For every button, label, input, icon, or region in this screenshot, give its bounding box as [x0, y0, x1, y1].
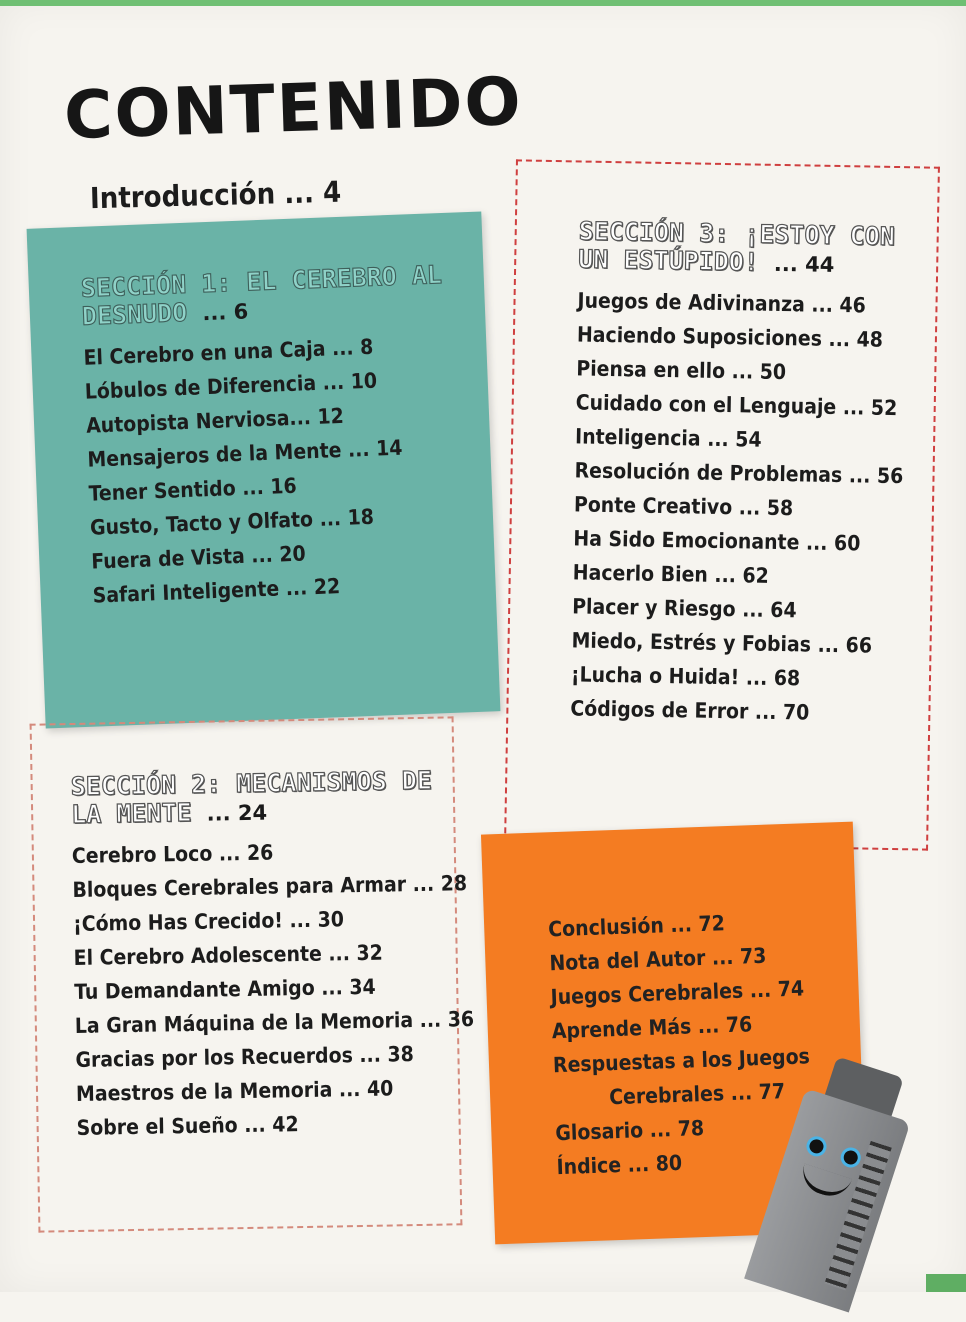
toc-item: Nota del Autor ... 73: [549, 943, 767, 976]
toc-item: Autopista Nerviosa... 12: [85, 403, 345, 438]
section-1-heading: [80, 260, 472, 331]
toc-item: Conclusión ... 72: [547, 911, 726, 942]
section-3-title: SECCIÓN 3: ¡ESTOY CON UN ESTÚPIDO!: [578, 216, 896, 277]
toc-item: Maestros de la Memoria ... 40: [75, 1076, 394, 1106]
toc-item: ¡Cómo Has Crecido! ... 30: [72, 907, 345, 937]
top-edge-strip: [0, 0, 966, 6]
toc-item: Ponte Creativo ... 58: [573, 492, 794, 521]
toc-item: El Cerebro en una Caja ... 8: [83, 334, 374, 370]
toc-item: Mensajeros de la Mente ... 14: [87, 435, 403, 472]
section-3-list: [570, 283, 928, 731]
section-1-page: ... 6: [201, 299, 249, 326]
toc-item: Fuera de Vista ... 20: [90, 541, 307, 574]
toc-item: Piensa en ello ... 50: [576, 356, 787, 385]
section-2-panel: [30, 716, 475, 1232]
toc-item: Bloques Cerebrales para Armar ... 28: [72, 871, 468, 903]
toc-item: Glosario ... 78: [555, 1116, 705, 1146]
bottom-corner-strip: [926, 1274, 966, 1292]
section-1-title: SECCIÓN 1: EL CEREBRO AL DESNUDO: [80, 260, 443, 331]
toc-item: Ha Sido Emocionante ... 60: [573, 526, 861, 556]
section-2-page: ... 24: [206, 800, 268, 826]
toc-item: Cuidado con el Lenguaje ... 52: [575, 390, 898, 421]
section-3-panel: [504, 159, 940, 850]
toc-item: La Gran Máquina de la Memoria ... 36: [74, 1007, 475, 1038]
toc-item: Cerebrales ... 77: [608, 1079, 786, 1110]
toc-item: Cerebro Loco ... 26: [71, 840, 274, 869]
toc-item: El Cerebro Adolescente ... 32: [73, 940, 383, 971]
toc-item: Lóbulos de Diferencia ... 10: [84, 368, 378, 404]
toc-item: Hacerlo Bien ... 62: [572, 560, 770, 588]
section-1-list: [83, 326, 483, 613]
toc-item: Miedo, Estrés y Fobias ... 66: [571, 628, 873, 658]
toc-item: Aprende Más ... 76: [551, 1012, 753, 1044]
toc-item: Tener Sentido ... 16: [88, 473, 298, 506]
toc-item: Safari Inteligente ... 22: [92, 574, 341, 608]
toc-item: Códigos de Error ... 70: [570, 696, 810, 725]
toc-intro: Introducción ... 4: [89, 174, 342, 216]
toc-item: Resolución de Problemas ... 56: [574, 458, 904, 489]
toc-item: ¡Lucha o Huida! ... 68: [570, 662, 801, 691]
toc-item: Juegos de Adivinanza ... 46: [577, 288, 867, 318]
toc-item: Sobre el Sueño ... 42: [76, 1112, 299, 1140]
toc-item: Inteligencia ... 54: [574, 424, 762, 452]
toc-item: Gracias por los Recuerdos ... 38: [75, 1042, 414, 1072]
section-2-list: [71, 832, 475, 1145]
toc-item: Juegos Cerebrales ... 74: [550, 976, 805, 1010]
toc-item: Haciendo Suposiciones ... 48: [576, 322, 884, 352]
toc-item: Gusto, Tacto y Olfato ... 18: [89, 504, 375, 540]
section-2-heading: [70, 766, 451, 829]
section-3-heading: [578, 217, 929, 279]
toc-item: Tu Demandante Amigo ... 34: [74, 974, 376, 1004]
page-title: CONTENIDO: [62, 62, 524, 155]
toc-item: Placer y Riesgo ... 64: [571, 594, 797, 623]
toc-item: Índice ... 80: [556, 1150, 683, 1180]
toc-item: Respuestas a los Juegos: [552, 1044, 811, 1078]
section-2-title: SECCIÓN 2: MECANISMOS DE LA MENTE: [70, 765, 433, 830]
section-1-panel: [27, 211, 501, 728]
section-3-page: ... 44: [773, 251, 835, 277]
